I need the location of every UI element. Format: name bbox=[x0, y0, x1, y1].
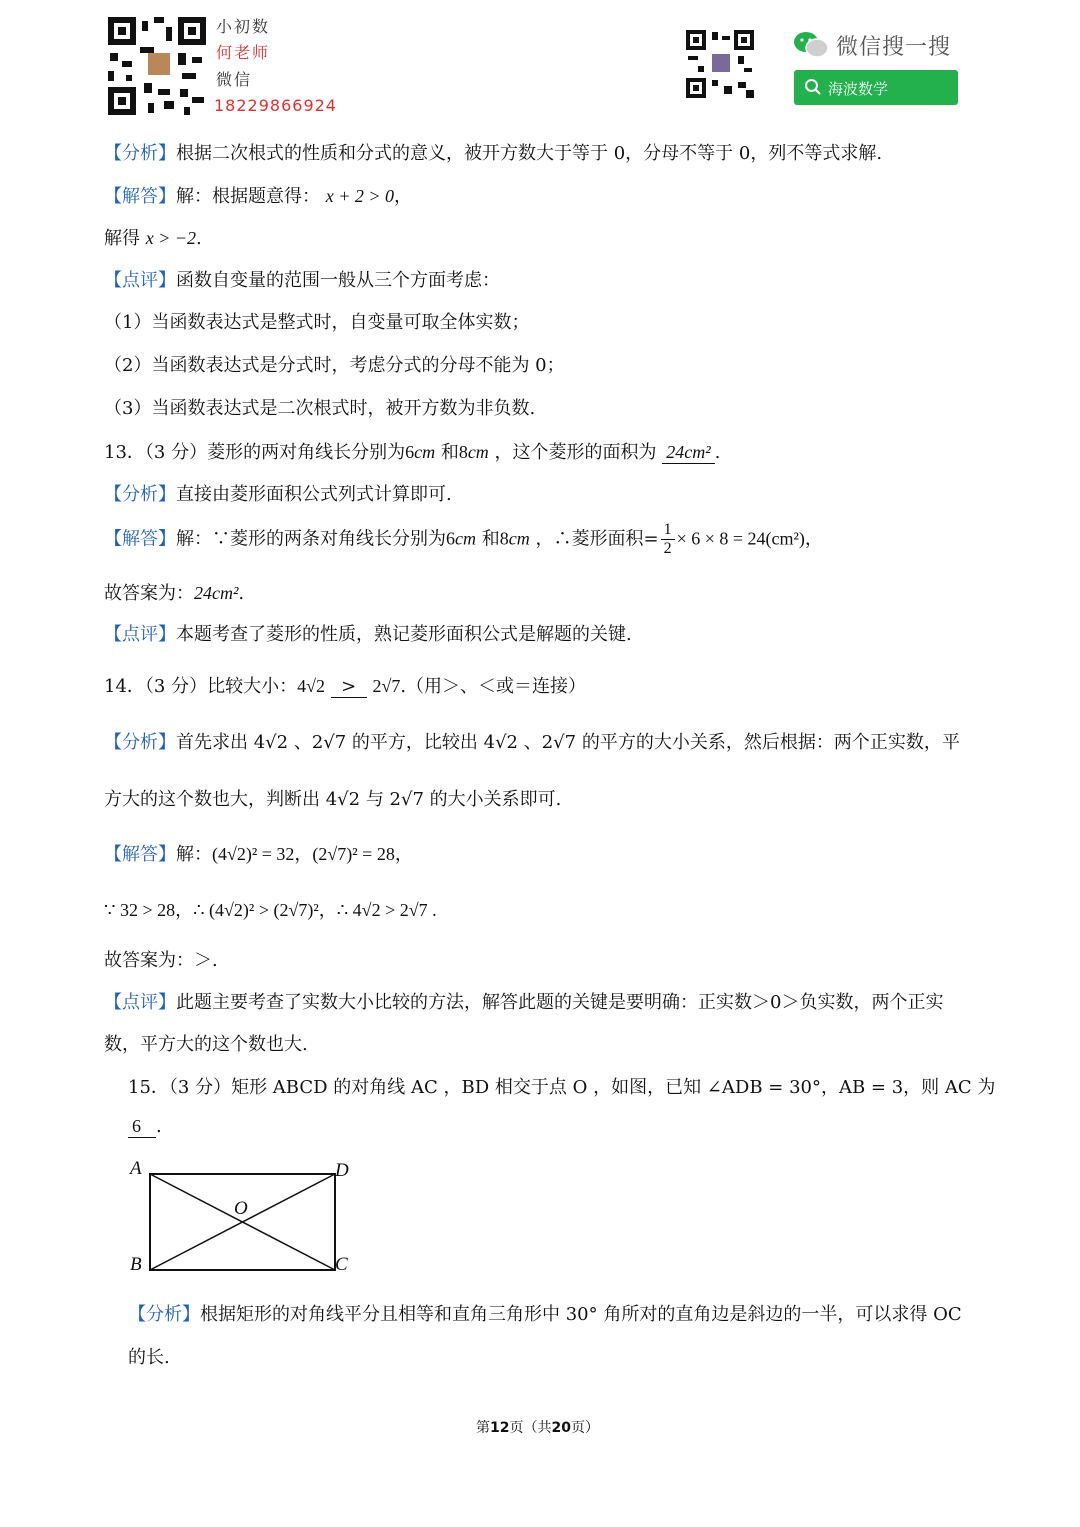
q13-stem-pre: 13．（3 分）菱形的两对角线长分别为 bbox=[104, 442, 406, 463]
qr-code-account bbox=[686, 30, 754, 98]
header-phone: 18229866924 bbox=[214, 96, 337, 115]
q15-stem-post: . bbox=[156, 1116, 162, 1137]
q12-item-1: （1）当函数表达式是整式时，自变量可取全体实数； bbox=[104, 312, 530, 333]
q14-left: 4√2 bbox=[297, 676, 325, 696]
q15-stem: 15．（3 分）矩形 ABCD 的对角线 AC ，BD 相交于点 O ，如图，已知 ∠ADB = 30°，AB = 3，则 AC 为 bbox=[128, 1077, 996, 1098]
q13-a: 6 bbox=[405, 442, 415, 462]
vertex-b-label: B bbox=[130, 1254, 142, 1275]
fraction bbox=[661, 521, 675, 558]
q14-answer-cont: ∵ 32 > 28，∴ (4√2)² > (2√7)²，∴ 4√2 > 2√7 . bbox=[104, 900, 437, 920]
page-footer bbox=[476, 1417, 599, 1437]
analysis-tag: 【分析】 bbox=[104, 732, 176, 753]
center-o-label: O bbox=[234, 1198, 248, 1219]
review-tag: 【点评】 bbox=[104, 270, 176, 291]
final-text: 故答案为： bbox=[104, 583, 194, 604]
qr-code-teacher bbox=[108, 17, 206, 115]
footer-mid: 页（共 bbox=[509, 1420, 552, 1436]
review-text: 函数自变量的范围一般从三个方面考虑： bbox=[176, 270, 500, 291]
page-total: 20 bbox=[551, 1420, 571, 1436]
answer-math: x + 2 > 0 bbox=[325, 186, 395, 206]
q13-review bbox=[104, 620, 632, 646]
analysis-text-1: 根据矩形的对角线平分且相等和直角三角形中 30° 角所对的直角边是斜边的一半，可以求得 OC bbox=[200, 1304, 962, 1325]
search-account-button[interactable] bbox=[794, 70, 958, 105]
q13-b: 8 bbox=[499, 528, 509, 549]
q14-answer-blank: > bbox=[331, 676, 367, 698]
q13-unit-a: cm bbox=[414, 442, 436, 462]
review-text-1: 此题主要考查了实数大小比较的方法，解答此题的关键是要明确：正实数＞0＞负实数，两个正实 bbox=[176, 992, 944, 1013]
q13-unit-b: cm bbox=[467, 442, 489, 462]
q14-review-cont: 数，平方大的这个数也大. bbox=[104, 1034, 308, 1055]
q14-final: 故答案为：＞. bbox=[104, 950, 218, 971]
analysis-tag: 【分析】 bbox=[128, 1304, 200, 1325]
footer-post: 页） bbox=[570, 1420, 599, 1436]
wechat-logo-icon bbox=[793, 30, 829, 60]
review-text: 本题考查了菱形的性质，熟记菱形面积公式是解题的关键. bbox=[176, 624, 632, 645]
q13-a: 6 bbox=[446, 528, 455, 549]
fraction-denominator: 2 bbox=[663, 540, 672, 557]
q13-analysis bbox=[104, 480, 452, 506]
q14-answer bbox=[104, 840, 413, 866]
final-value: 24cm² bbox=[194, 583, 239, 603]
q13-unit-a: cm bbox=[455, 528, 476, 549]
solve-math: x > −2 bbox=[145, 228, 197, 248]
answer-tag: 【解答】 bbox=[104, 186, 176, 207]
q12-solve-line bbox=[104, 224, 202, 250]
final-punct: . bbox=[238, 583, 245, 604]
answer-mid: ，∴菱形面积 bbox=[535, 528, 644, 550]
q14-stem bbox=[104, 672, 586, 698]
analysis-text-1: 首先求出 4√2 、2√7 的平方，比较出 4√2 、2√7 的平方的大小关系，然后根据：两个正实数，平 bbox=[176, 732, 960, 753]
solve-punct: . bbox=[196, 228, 202, 249]
header-line-1: 小初数 bbox=[216, 17, 271, 36]
q14-stem-pre: 14．（3 分）比较大小： bbox=[104, 676, 298, 697]
answer-tag: 【解答】 bbox=[104, 844, 176, 865]
header-line-3: 微信 bbox=[216, 70, 253, 89]
review-tag: 【点评】 bbox=[104, 992, 176, 1013]
answer-punct: ， bbox=[804, 528, 823, 550]
q13-final bbox=[104, 579, 244, 605]
q14-stem-post: .（用＞、＜或＝连接） bbox=[400, 676, 587, 697]
analysis-tag: 【分析】 bbox=[104, 484, 176, 505]
q13-unit-b: cm bbox=[508, 528, 530, 549]
analysis-tag: 【分析】 bbox=[104, 143, 176, 164]
q15-analysis-cont: 的长. bbox=[128, 1347, 170, 1368]
q15-stem-cont bbox=[128, 1116, 162, 1138]
answer-text: 解：根据题意得： bbox=[176, 186, 320, 207]
q13-answer-blank: 24cm² bbox=[662, 442, 714, 464]
vertex-c-label: C bbox=[335, 1254, 348, 1275]
q13-b: 8 bbox=[458, 442, 468, 462]
vertex-a-label: A bbox=[130, 1158, 142, 1179]
q15-analysis bbox=[128, 1300, 962, 1326]
footer-pre: 第 bbox=[476, 1420, 490, 1436]
solve-text: 解得 bbox=[104, 228, 140, 249]
fraction-numerator: 1 bbox=[661, 521, 675, 540]
q12-analysis bbox=[104, 139, 882, 165]
q13-stem-post: . bbox=[714, 442, 721, 463]
answer-text-1: 解：(4√2)² = 32，(2√7)² = 28， bbox=[176, 844, 413, 864]
q14-right: 2√7 bbox=[372, 676, 401, 696]
review-tag: 【点评】 bbox=[104, 624, 176, 645]
q12-answer bbox=[104, 182, 412, 208]
search-icon bbox=[804, 78, 822, 100]
answer-math: × 6 × 8 = 24(cm²) bbox=[676, 528, 805, 549]
wechat-search-label: 微信搜一搜 bbox=[836, 35, 952, 60]
analysis-text: 根据二次根式的性质和分式的意义，被开方数大于等于 0，分母不等于 0，列不等式求解. bbox=[176, 143, 883, 164]
q14-review bbox=[104, 988, 943, 1014]
q13-and: 和 bbox=[440, 442, 459, 463]
q13-stem bbox=[104, 438, 720, 464]
analysis-text: 直接由菱形面积公式列式计算即可. bbox=[176, 484, 452, 505]
header-line-2: 何老师 bbox=[216, 43, 271, 62]
q12-item-3: （3）当函数表达式是二次根式时，被开方数为非负数. bbox=[104, 398, 536, 419]
q14-analysis-cont: 方大的这个数也大，判断出 4√2 与 2√7 的大小关系即可. bbox=[104, 789, 562, 810]
q13-and: 和 bbox=[481, 528, 500, 550]
rectangle-figure bbox=[126, 1158, 356, 1280]
q13-answer: 【解答】解：∵菱形的两条对角线长分别为6cm 和8cm ，∴菱形面积= $\frac{1}{2}$ × 6 × 8 = 24(cm²)， bbox=[104, 521, 823, 557]
q14-analysis bbox=[104, 728, 960, 754]
q15-answer-blank: 6 bbox=[128, 1116, 156, 1138]
q12-item-2: （2）当函数表达式是分式时，考虑分式的分母不能为 0； bbox=[104, 355, 565, 376]
q13-stem-mid: ，这个菱形的面积为 bbox=[494, 442, 657, 463]
answer-text: 解：∵菱形的两条对角线长分别为 bbox=[176, 528, 446, 550]
search-account-label: 海波数学 bbox=[828, 80, 889, 98]
q12-review bbox=[104, 266, 500, 292]
answer-punct: ， bbox=[394, 186, 413, 207]
vertex-d-label: D bbox=[335, 1160, 349, 1181]
page-number: 12 bbox=[490, 1420, 510, 1436]
answer-tag: 【解答】 bbox=[104, 528, 176, 550]
